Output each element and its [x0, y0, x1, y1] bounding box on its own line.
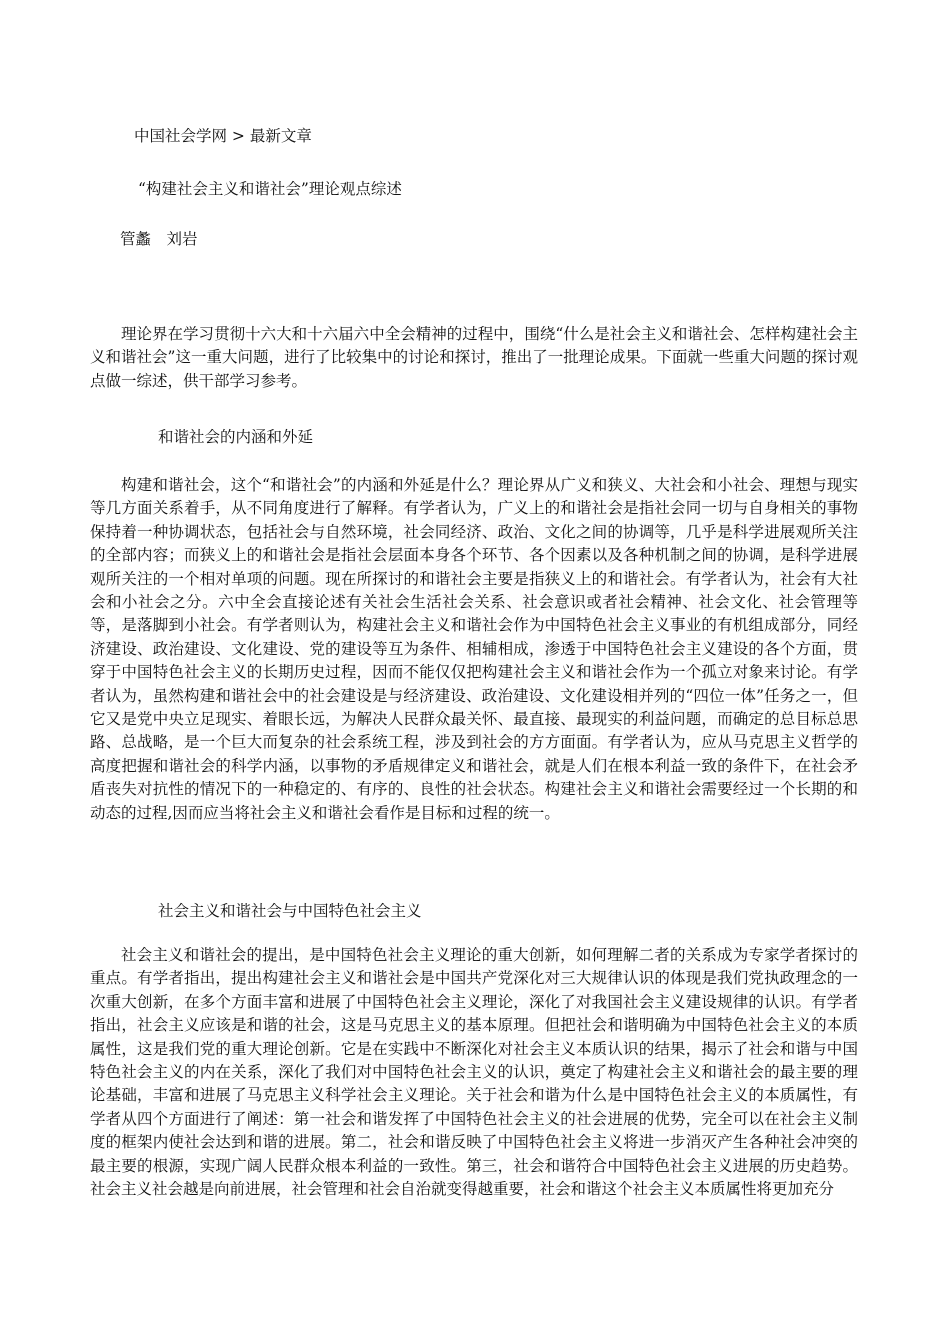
- section-heading-socialism: 社会主义和谐社会与中国特色社会主义: [158, 902, 422, 920]
- intro-paragraph: 理论界在学习贯彻十六大和十六届六中全会精神的过程中，围绕“什么是社会主义和谐社会、怎样构建社会主义和谐社会”这一重大问题，进行了比较集中的讨论和探讨，推出了一批理论成果。下面就一些重大问题的探讨观点做一综述，供干部学习参考。: [90, 325, 858, 390]
- section-paragraph-socialism: 社会主义和谐社会的提出，是中国特色社会主义理论的重大创新，如何理解二者的关系成为专家学者探讨的重点。有学者指出，提出构建社会主义和谐社会是中国共产党深化对三大规律认识的体现是我们党执政理念的一次重大创新，在多个方面丰富和进展了中国特色社会主义理论，深化了对我国社会主义建设规律的认识。有学者指出，社会主义应该是和谐的社会，这是马克思主义的基本原理。但把社会和谐明确为中国特色社会主义的本质属性，这是我们党的重大理论创新。它是在实践中不断深化对社会主义本质认识的结果，揭示了社会和谐与中国特色社会主义的内在关系，深化了我们对中国特色社会主义的认识，奠定了构建社会主义和谐社会的最主要的理论基础，丰富和进展了马克思主义科学社会主义理论。关于社会和谐为什么是中国特色社会主义的本质属性，有学者从四个方面进行了阐述：第一社会和谐发挥了中国特色社会主义的社会进展的优势，完全可以在社会主义制度的框架内使社会达到和谐的进展。第二，社会和谐反映了中国特色社会主义将进一步消灭产生各种社会冲突的最主要的根源，实现广阔人民群众根本利益的一致性。第三，社会和谐符合中国特色社会主义进展的历史趋势。社会主义社会越是向前进展，社会管理和社会自治就变得越重要，社会和谐这个社会主义本质属性将更加充分: [90, 946, 858, 1199]
- section-paragraph-connotation: 构建和谐社会，这个“和谐社会”的内涵和外延是什么？理论界从广义和狭义、大社会和小社会、理想与现实等几方面关系着手，从不同角度进行了解释。有学者认为，广义上的和谐社会是指社会同一切与自身相关的事物保持着一种协调状态，包括社会与自然环境，社会同经济、政治、文化之间的协调等，几乎是科学进展观所关注的全部内容；而狭义上的和谐社会是指社会层面本身各个环节、各个因素以及各种机制之间的协调，是科学进展观所关注的一个相对单项的问题。现在所探讨的和谐社会主要是指狭义上的和谐社会。有学者认为，社会有大社会和小社会之分。六中全会直接论述有关社会生活社会关系、社会意识或者社会精神、社会文化、社会管理等等，是落脚到小社会。有学者则认为，构建社会主义和谐社会作为中国特色社会主义事业的有机组成部分，同经济建设、政治建设、文化建设、党的建设等互为条件、相辅相成，渗透于中国特色社会主义建设的各个方面，贯穿于中国特色社会主义的长期历史过程，因而不能仅仅把构建社会主义和谐社会作为一个孤立对象来讨论。有学者认为，虽然构建和谐社会中的社会建设是与经济建设、政治建设、文化建设相并列的“四位一体”任务之一，但它又是党中央立足现实、着眼长远，为解决人民群众最关怀、最直接、最现实的利益问题，而确定的总目标总思路、总战略，是一个巨大而复杂的社会系统工程，涉及到社会的方方面面。有学者认为，应从马克思主义哲学的高度把握和谐社会的科学内涵，以事物的矛盾规律定义和谐社会，就是人们在根本利益一致的条件下，在社会矛盾丧失对抗性的情况下的一种稳定的、有序的、良性的社会状态。构建社会主义和谐社会需要经过一个长期的和动态的过程,因而应当将社会主义和谐社会看作是目标和过程的统一。: [90, 476, 858, 822]
- breadcrumb[interactable]: 中国社会学网 > 最新文章: [134, 127, 312, 145]
- article-authors: 管蠡 刘岩: [120, 230, 198, 248]
- article-title: “构建社会主义和谐社会”理论观点综述: [138, 180, 402, 198]
- section-heading-connotation: 和谐社会的内涵和外延: [158, 428, 314, 446]
